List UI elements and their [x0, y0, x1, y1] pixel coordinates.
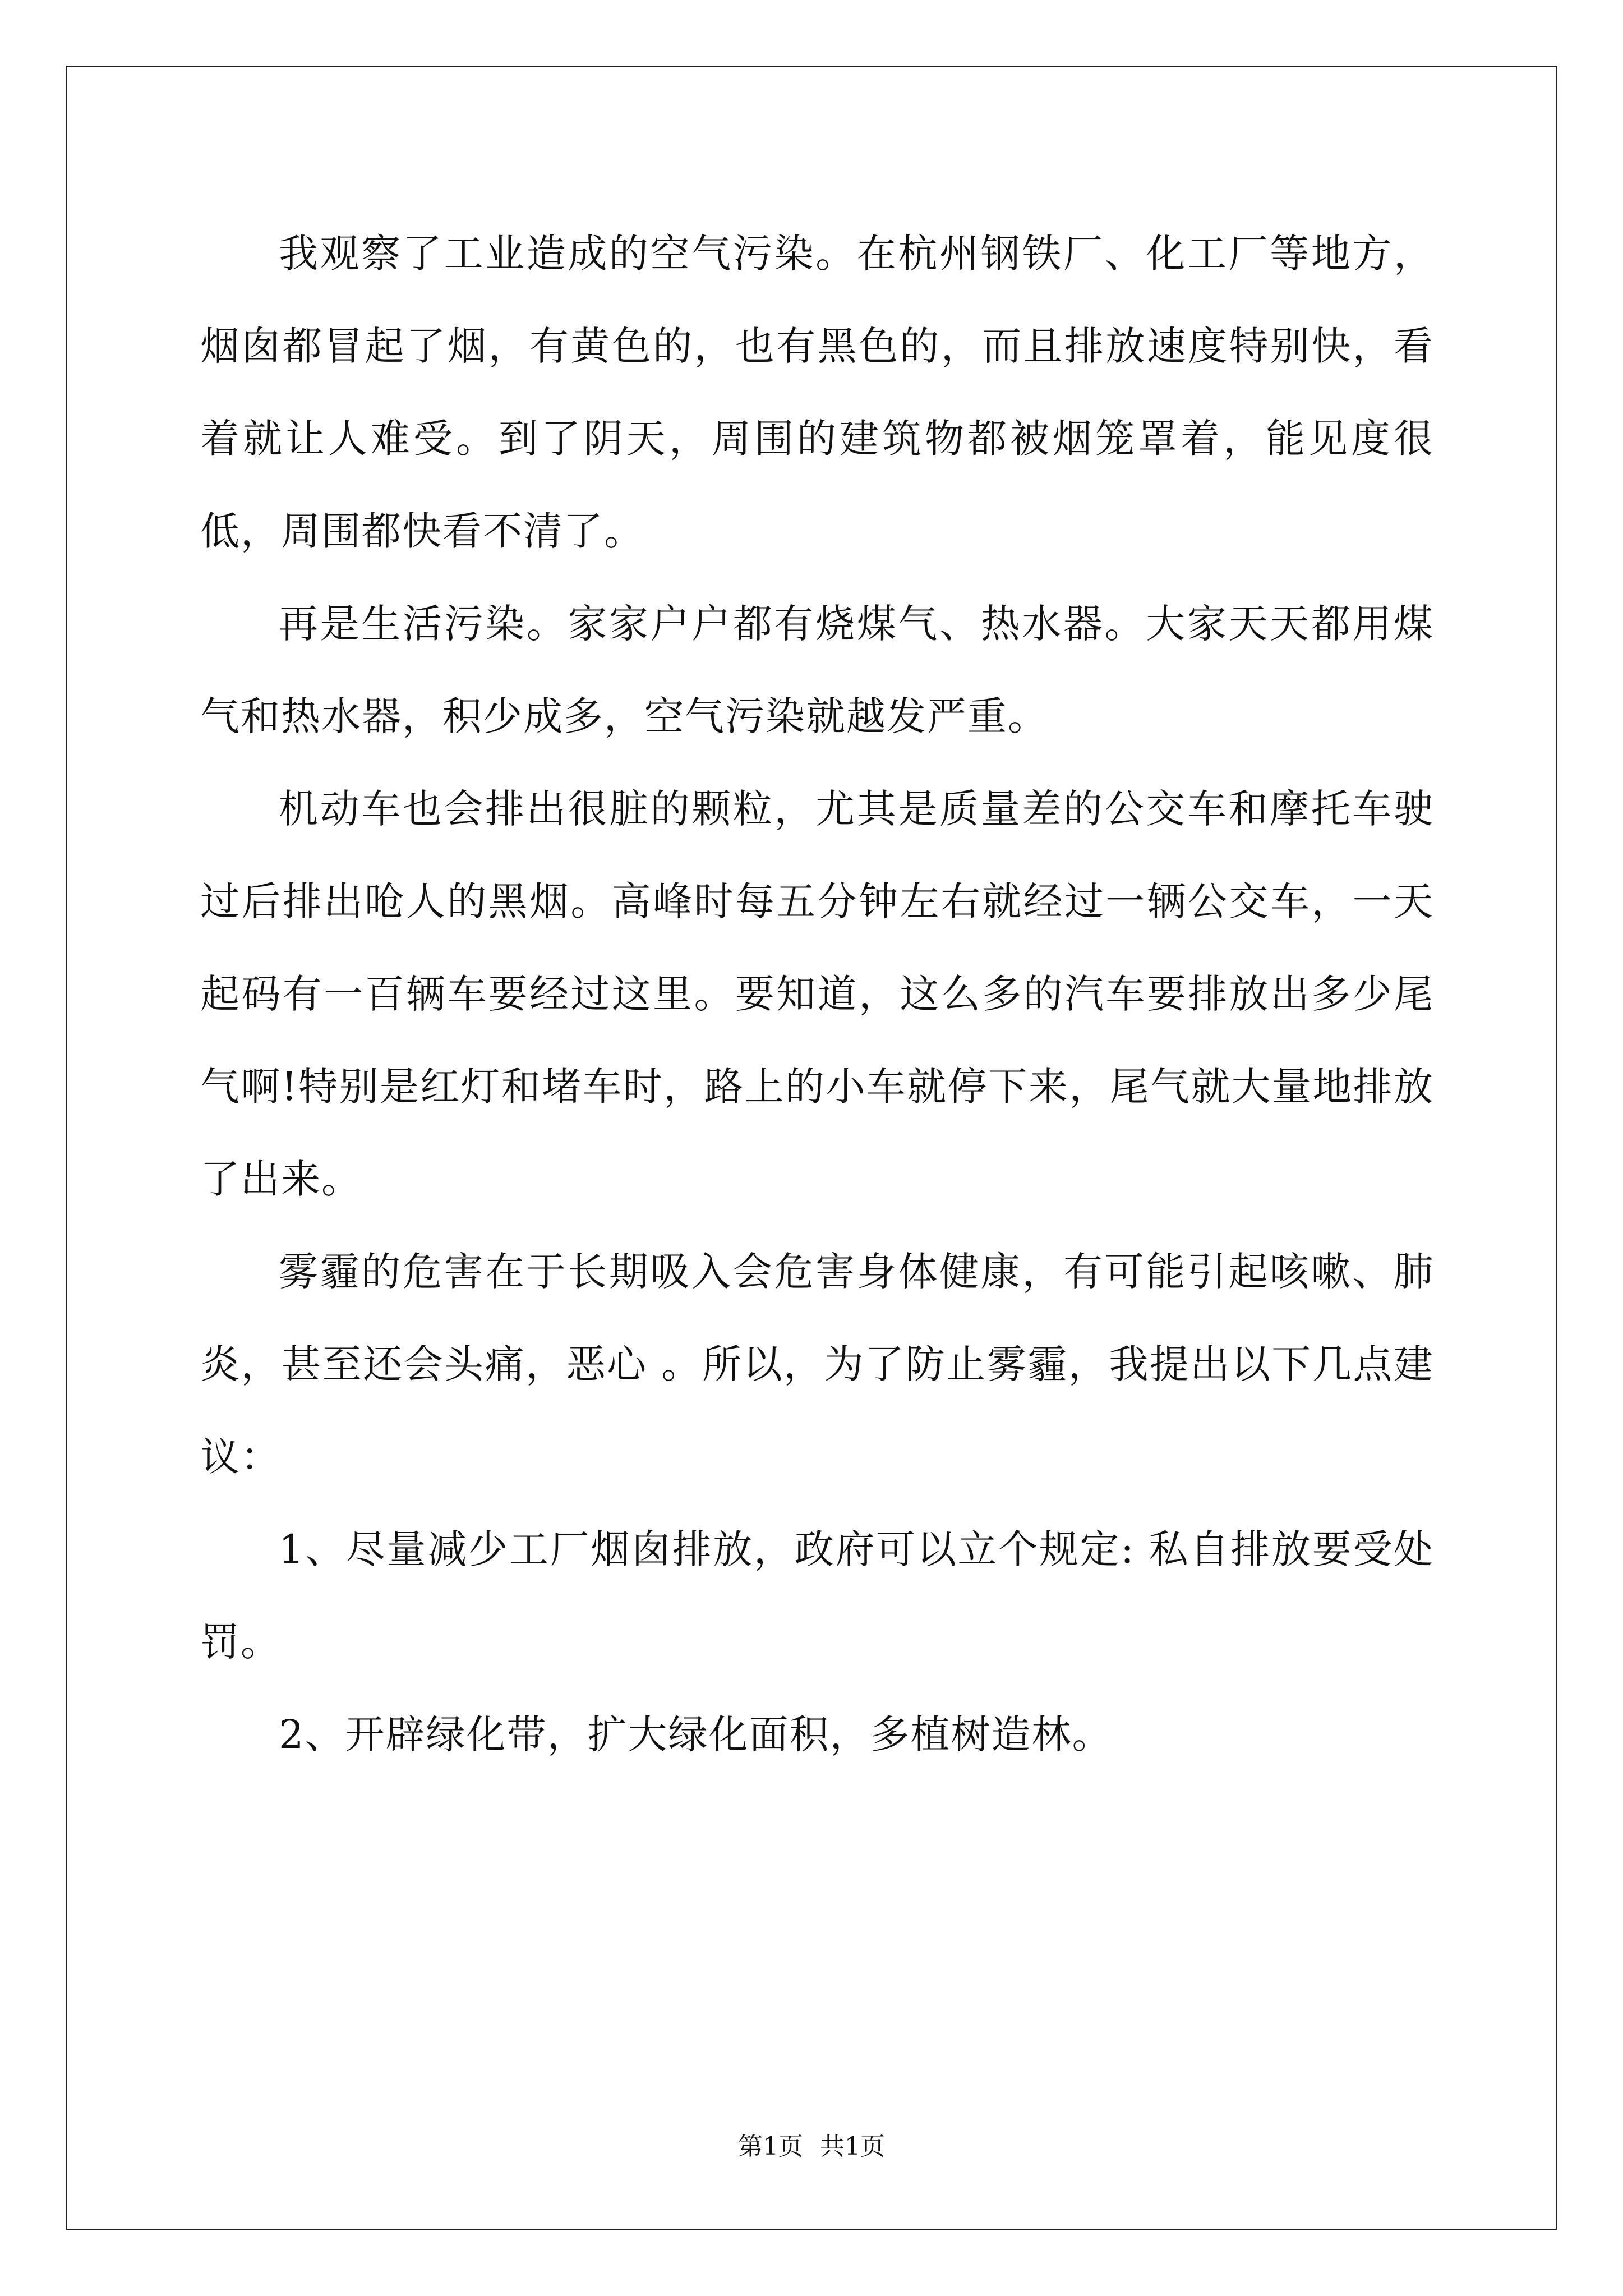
paragraph-4: 雾霾的危害在于长期吸入会危害身体健康，有可能引起咳嗽、肺炎，甚至还会头痛，恶心 。所以，为了防止雾霾，我提出以下几点建议： — [200, 1249, 1434, 1480]
paragraph-6: 2、开辟绿化带，扩大绿化面积，多植树造林。 — [279, 1711, 1113, 1757]
page-total: 共1页 — [820, 2132, 885, 2161]
paragraph-1: 我观察了工业造成的空气污染。在杭州钢铁厂、化工厂等地方，烟囱都冒起了烟，有黄色的，也有黑色的，而且排放速度特别快，看着就让人难受。到了阴天，周围的建筑物都被烟笼罩着，能见度很低，周围都快看不清了。 — [200, 231, 1434, 554]
paragraph-3: 机动车也会排出很脏的颗粒，尤其是质量差的公交车和摩托车驶过后排出呛人的黑烟。高峰时每五分钟左右就经过一辆公交车，一天起码有一百辆车要经过这里。要知道，这么多的汽车要排放出多少尾气啊!特别是红灯和堵车时，路上的小车就停下来，尾气就大量地排放了出来。 — [200, 786, 1434, 1202]
page-footer — [0, 2126, 1623, 2162]
paragraph-2: 再是生活污染。家家户户都有烧煤气、热水器。大家天天都用煤气和热水器，积少成多，空气污染就越发严重。 — [200, 601, 1434, 739]
document-body — [200, 208, 1434, 1781]
page-number: 第1页 — [738, 2132, 803, 2161]
paragraph-5: 1、尽量减少工厂烟囱排放，政府可以立个规定: 私自排放要受处罚。 — [200, 1526, 1434, 1665]
